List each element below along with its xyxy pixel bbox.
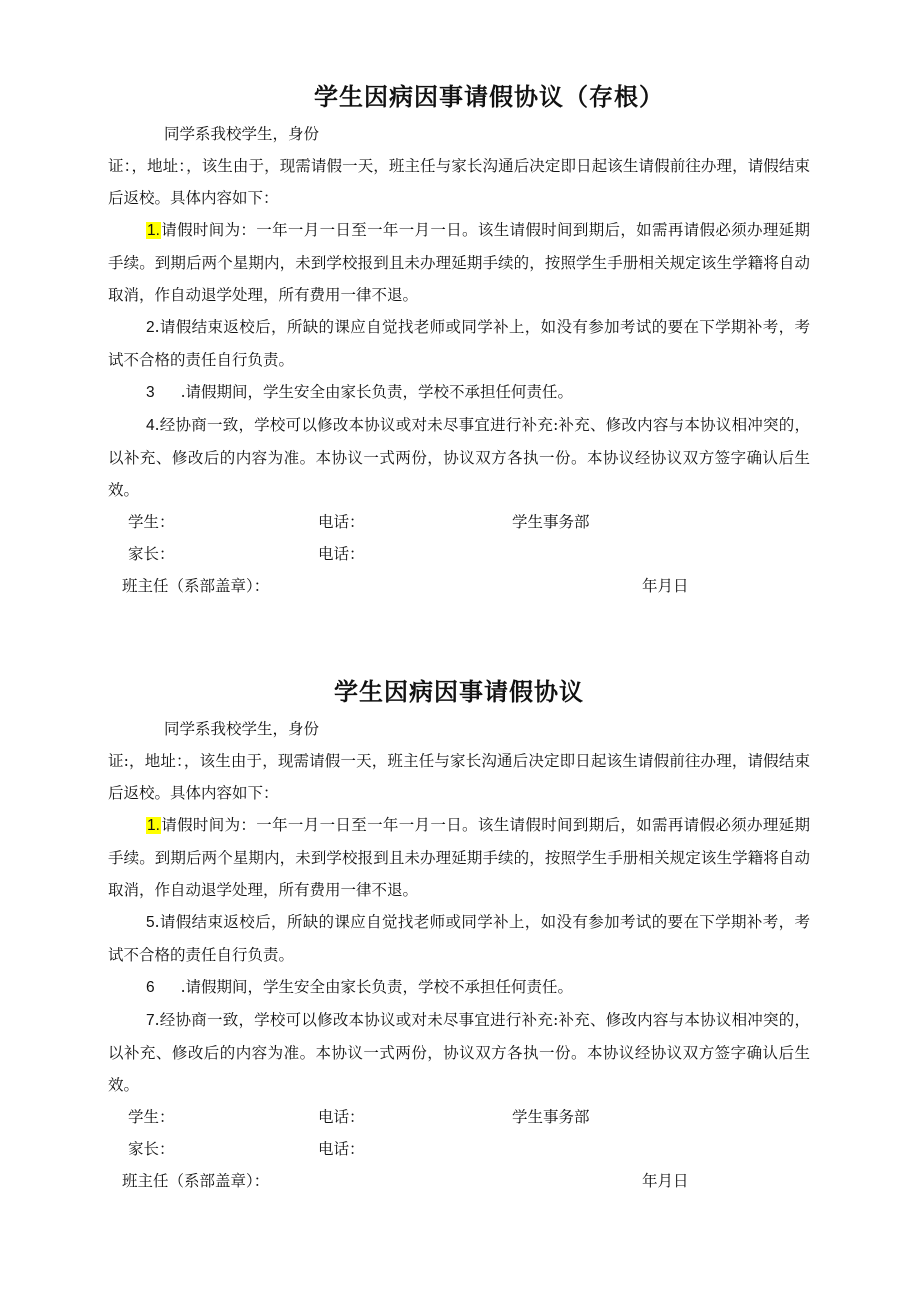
stub-title: 学生因病因事请假协议（存根） <box>314 82 664 111</box>
main-parent-label: 家长： <box>128 1140 175 1158</box>
main-phone-label-2: 电话： <box>318 1140 365 1158</box>
agreement-main <box>108 677 810 1197</box>
stub-item-1-text: 请假时间为：一年一月一日至一年一月一日。该生请假时间到期后，如需再请假必须办理延期手续。到期后两个星期内，未到学校报到且未办理延期手续的，按照学生手册相关规定该生学籍将自动取消，作自动退学处理，所有费用一律不退。 <box>108 221 810 304</box>
stub-item-4 <box>108 409 810 506</box>
main-item-4-text: .经协商一致，学校可以修改本协议或对未尽事宜进行补充:补充、修改内容与本协议相冲突的，以补充、修改后的内容为准。本协议一式两份，协议双方各执一份。本协议经协议双方签字确认后生效。 <box>108 1011 810 1094</box>
stub-signature-row-teacher <box>108 570 810 602</box>
main-item-2-text: .请假结束返校后，所缺的课应自觉找老师或同学补上，如没有参加考试的要在下学期补考，考试不合格的责任自行负责。 <box>108 913 810 964</box>
stub-phone-label-1: 电话： <box>318 513 365 531</box>
main-student-label: 学生： <box>128 1108 175 1126</box>
main-item-3-number: 6 <box>146 979 155 996</box>
stub-parent-label: 家长： <box>128 545 175 563</box>
main-item-3 <box>108 971 810 1004</box>
main-item-3-text: .请假期间，学生安全由家长负责，学校不承担任何责任。 <box>180 978 574 996</box>
stub-item-3-number: 3 <box>146 384 155 401</box>
stub-item-4-number: 4 <box>146 417 155 434</box>
stub-item-4-text: .经协商一致，学校可以修改本协议或对未尽事宜进行补充:补充、修改内容与本协议相冲突的，以补充、修改后的内容为准。本协议一式两份，协议双方各执一份。本协议经协议双方签字确认后生效。 <box>108 416 810 499</box>
main-signature-row-teacher <box>108 1165 810 1197</box>
main-date-label: 年月日 <box>642 1172 689 1190</box>
stub-teacher-label: 班主任（系部盖章）： <box>122 577 270 595</box>
stub-affairs-dept: 学生事务部 <box>512 513 590 531</box>
main-item-4 <box>108 1004 810 1101</box>
main-item-2 <box>108 906 810 971</box>
stub-item-2-number: 2 <box>146 319 155 336</box>
stub-date-label: 年月日 <box>642 577 689 595</box>
stub-item-1 <box>108 214 810 311</box>
stub-item-2 <box>108 311 810 376</box>
main-item-1-number: 1. <box>147 817 160 834</box>
stub-intro-line1: 同学系我校学生，身份 <box>164 125 320 143</box>
main-signature-row-student <box>108 1101 810 1133</box>
main-intro-line1: 同学系我校学生，身份 <box>164 720 320 738</box>
stub-item-3-text: .请假期间，学生安全由家长负责，学校不承担任何责任。 <box>180 383 574 401</box>
main-item-1-text: 请假时间为：一年一月一日至一年一月一日。该生请假时间到期后，如需再请假必须办理延期手续。到期后两个星期内，未到学校报到且未办理延期手续的，按照学生手册相关规定该生学籍将自动取消，作自动退学处理，所有费用一律不退。 <box>108 816 810 899</box>
main-affairs-dept: 学生事务部 <box>512 1108 590 1126</box>
main-phone-label-1: 电话： <box>318 1108 365 1126</box>
stub-signature-row-student <box>108 506 810 538</box>
main-item-4-number: 7 <box>146 1012 155 1029</box>
main-intro-line2: 证:，地址：，该生由于，现需请假一天，班主任与家长沟通后决定即日起该生请假前往办理，请假结束后返校。具体内容如下： <box>108 752 810 802</box>
stub-phone-label-2: 电话： <box>318 545 365 563</box>
stub-student-label: 学生： <box>128 513 175 531</box>
agreement-stub <box>108 82 810 602</box>
stub-signature-row-parent <box>108 538 810 570</box>
main-signature-row-parent <box>108 1133 810 1165</box>
stub-intro-line2: 证：，地址：，该生由于，现需请假一天，班主任与家长沟通后决定即日起该生请假前往办理，请假结束后返校。具体内容如下： <box>108 157 810 207</box>
stub-item-3 <box>108 376 810 409</box>
stub-item-2-text: .请假结束返校后，所缺的课应自觉找老师或同学补上，如没有参加考试的要在下学期补考，考试不合格的责任自行负责。 <box>108 318 810 369</box>
stub-item-1-number: 1. <box>147 222 160 239</box>
main-item-1 <box>108 809 810 906</box>
main-item-2-number: 5 <box>146 914 155 931</box>
main-title: 学生因病因事请假协议 <box>334 677 584 706</box>
main-teacher-label: 班主任（系部盖章）： <box>122 1172 270 1190</box>
